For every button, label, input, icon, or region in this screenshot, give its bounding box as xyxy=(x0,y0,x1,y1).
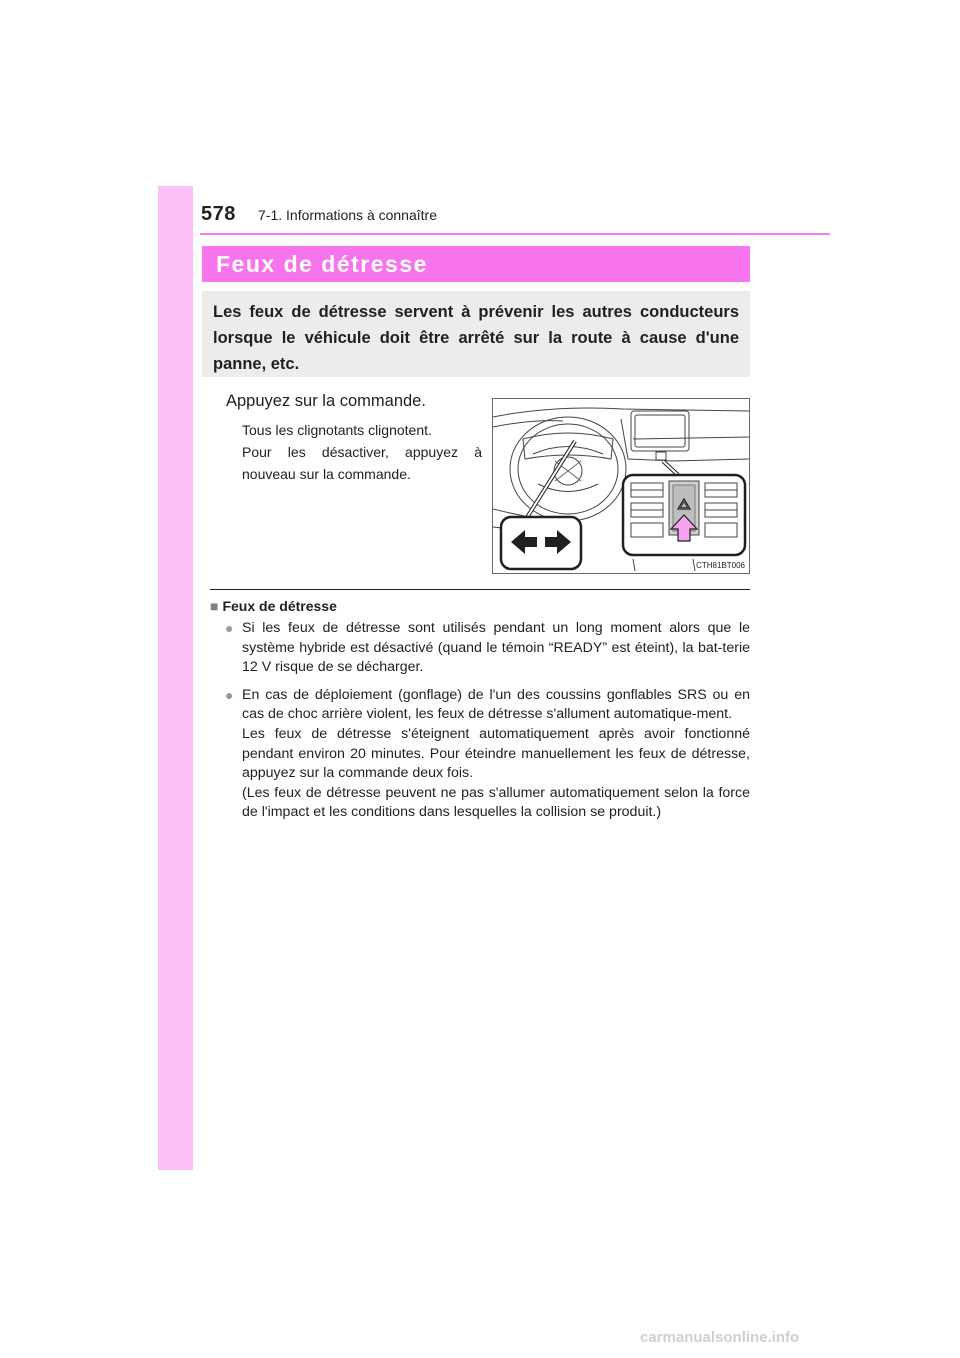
details-list xyxy=(225,619,750,831)
details-heading-text: Feux de détresse xyxy=(222,598,337,614)
illustration-code: CTH81BT006 xyxy=(696,561,745,570)
intro-box xyxy=(202,291,750,377)
list-item xyxy=(225,619,750,678)
instruction-step: Appuyez sur la commande. xyxy=(226,392,426,410)
details-heading xyxy=(210,598,337,614)
square-bullet-icon: ■ xyxy=(210,598,219,614)
list-item-text-note: (Les feux de détresse peuvent ne pas s'allumer automatiquement selon la force de l'impact et les conditions dans lesquelles la collision se produit.) xyxy=(242,784,750,821)
instruction-note-line1: Tous les clignotants clignotent. xyxy=(242,422,432,438)
circle-bullet-icon: ● xyxy=(225,686,234,703)
hazard-switch-illustration xyxy=(492,398,750,574)
section-title-bar xyxy=(202,246,750,282)
section-title: Feux de détresse xyxy=(216,251,428,277)
header-rule xyxy=(200,233,830,235)
instruction-note-line2: Pour les désactiver, appuyez à nouveau sur la commande. xyxy=(242,444,482,482)
watermark: carmanualsonline.info xyxy=(640,1329,800,1346)
dashboard-drawing xyxy=(493,399,749,573)
list-item xyxy=(225,686,750,823)
instruction-note xyxy=(242,419,482,485)
list-item-text: Si les feux de détresse sont utilisés pendant un long moment alors que le système hybride est désactivé (quand le témoin “READY” est éteint), la bat-terie 12 V risque de se décharger. xyxy=(242,620,750,676)
intro-text: Les feux de détresse servent à prévenir les autres conducteurs lorsque le véhicule doit être arrêté sur la route à cause d'une panne, etc. xyxy=(213,303,739,373)
chapter-title: 7-1. Informations à connaître xyxy=(258,207,437,223)
list-item-text: En cas de déploiement (gonflage) de l'un des coussins gonflables SRS ou en cas de choc arrière violent, les feux de détresse s'allument automatique-ment. xyxy=(242,686,750,723)
section-divider xyxy=(210,589,750,590)
chapter-side-tab xyxy=(158,186,193,1170)
page-number: 578 xyxy=(201,203,236,225)
list-item-text-continued: Les feux de détresse s'éteignent automatiquement après avoir fonctionné pendant environ 20 minutes. Pour éteindre manuellement les feux de détresse, appuyez sur la commande deux fois. xyxy=(242,725,750,782)
circle-bullet-icon: ● xyxy=(225,620,234,636)
